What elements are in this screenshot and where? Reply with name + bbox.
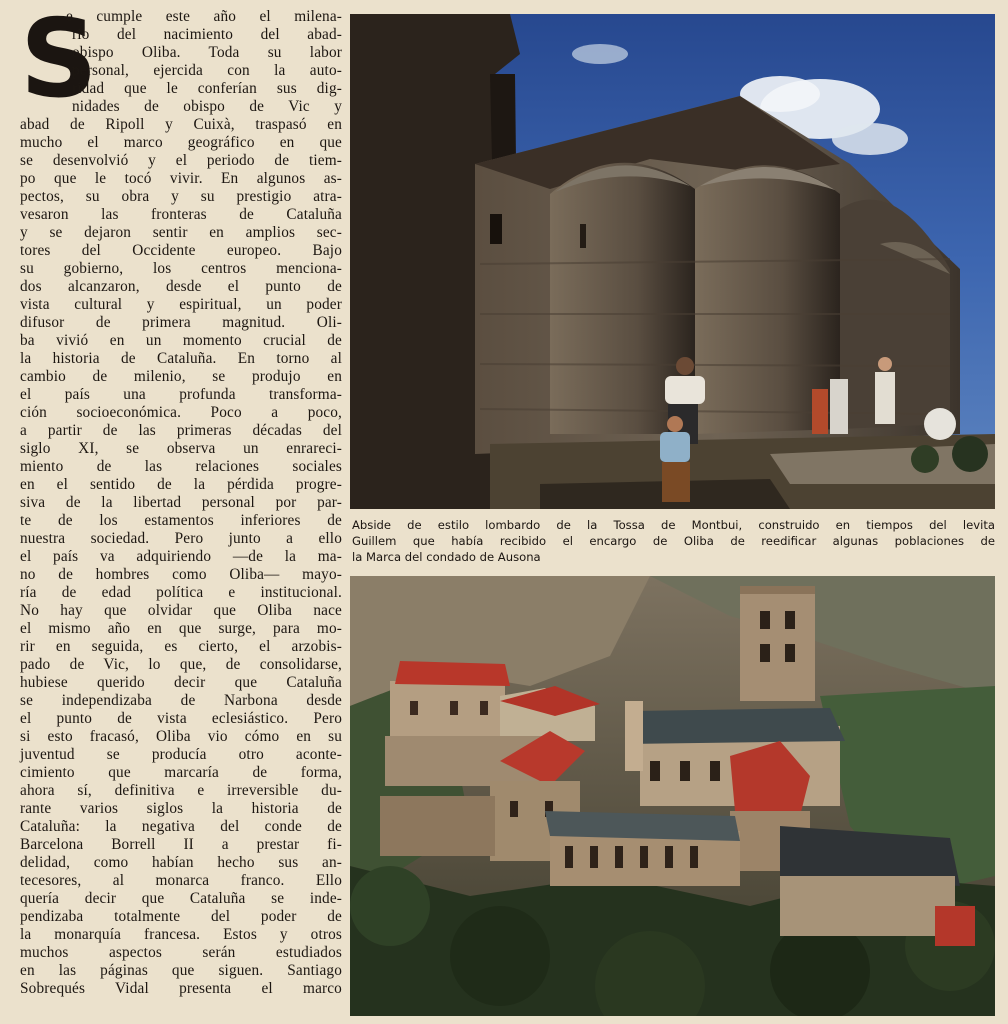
monastery-photo-image xyxy=(350,576,995,1016)
article-line: rante varios siglos la historia de xyxy=(20,800,342,817)
article-line: miento de las relaciones sociales xyxy=(20,458,342,475)
article-line: nuestra sociedad. Pero junto a ello xyxy=(20,530,342,547)
article-line: delidad, como habían hecho sus an- xyxy=(20,854,342,871)
article-line: su gobierno, los centros menciona- xyxy=(20,260,342,277)
article-line: rir en seguida, es cierto, el arzobis- xyxy=(20,638,342,655)
article-line: si esto fracasó, Oliba vio cómo en su xyxy=(20,728,342,745)
article-line: la monarquía francesa. Estos y otros xyxy=(20,926,342,943)
article-line: cambio de milenio, se produjo en xyxy=(20,368,342,385)
caption-line: Abside de estilo lombardo de la Tossa de Montbui, construido en tiempos del levita xyxy=(352,518,995,532)
article-line: pendizaba totalmente del poder de xyxy=(20,908,342,925)
article-line: cimiento que marcaría de forma, xyxy=(20,764,342,781)
photo-caption xyxy=(352,517,995,565)
caption-line: la Marca del condado de Ausona xyxy=(352,550,541,564)
apse-photo xyxy=(350,14,995,509)
article-line: en las páginas que siguen. Santiago xyxy=(20,962,342,979)
article-line: ahora sí, definitiva e irreversible du- xyxy=(20,782,342,799)
article-line: mucho el marco geográfico en que xyxy=(20,134,342,151)
article-line: quería decir que Cataluña se inde- xyxy=(20,890,342,907)
article-line: Barcelona Borrell II a prestar fi- xyxy=(20,836,342,853)
article-line: y se dejaron sentir en amplios sec- xyxy=(20,224,342,241)
article-line: el mismo año en que surge, para mo- xyxy=(20,620,342,637)
monastery-photo xyxy=(350,576,995,1016)
article-line: difusor de primera magnitud. Oli- xyxy=(20,314,342,331)
article-line: tores del Occidente europeo. Bajo xyxy=(20,242,342,259)
article-line: ción socioeconómica. Poco a poco, xyxy=(20,404,342,421)
article-line: ba vivió en un momento crucial de xyxy=(20,332,342,349)
article-line: el punto de vista eclesiástico. Pero xyxy=(20,710,342,727)
article-line: pectos, su obra y su prestigio atra- xyxy=(20,188,342,205)
article-line: hubiese querido decir que Cataluña xyxy=(20,674,342,691)
article-line: tecesores, al monarca franco. Ello xyxy=(20,872,342,889)
article-line: rio del nacimiento del abad- xyxy=(72,26,342,43)
article-line: no de hombres como Oliba— mayo- xyxy=(20,566,342,583)
article-line: el país va adquiriendo —de la ma- xyxy=(20,548,342,565)
article-line: el país una profunda transforma- xyxy=(20,386,342,403)
article-line: a partir de las primeras décadas del xyxy=(20,422,342,439)
article-line: Sobrequés Vidal presenta el marco xyxy=(20,980,342,997)
article-line: te de los estamentos inferiores de xyxy=(20,512,342,529)
article-line: obispo Oliba. Toda su labor xyxy=(72,44,342,61)
caption-line: Guillem que había recibido el encargo de Oliba de reedificar algunas poblaciones de xyxy=(352,534,995,548)
article-line: Cataluña: la negativa del conde de xyxy=(20,818,342,835)
article-line: personal, ejercida con la auto- xyxy=(72,62,342,79)
drop-cap: S xyxy=(20,0,98,122)
article-line: se desenvolvió y el periodo de tiem- xyxy=(20,152,342,169)
article-line: siglo XI, se observa un enrareci- xyxy=(20,440,342,457)
article-line: se independizaba de Narbona desde xyxy=(20,692,342,709)
article-line: pado de Vic, lo que, de consolidarse, xyxy=(20,656,342,673)
article-column xyxy=(20,0,342,1020)
article-line: No hay que olvidar que Oliba nace xyxy=(20,602,342,619)
article-line: nidades de obispo de Vic y xyxy=(72,98,342,115)
article-line: en el sentido de la pérdida progre- xyxy=(20,476,342,493)
article-line: ría de edad política e institucional. xyxy=(20,584,342,601)
article-line: po que le tocó vivir. En algunos as- xyxy=(20,170,342,187)
apse-photo-image xyxy=(350,14,995,509)
article-line: vesaron las fronteras de Cataluña xyxy=(20,206,342,223)
article-line: vista cultural y espiritual, un poder xyxy=(20,296,342,313)
article-line: e cumple este año el milena- xyxy=(66,8,342,25)
article-line: juventud se producía otro aconte- xyxy=(20,746,342,763)
article-line: la historia de Cataluña. En torno al xyxy=(20,350,342,367)
article-line: dos alcanzaron, desde el punto de xyxy=(20,278,342,295)
article-line: ridad que le conferían sus dig- xyxy=(72,80,342,97)
article-line: siva de la libertad personal por par- xyxy=(20,494,342,511)
article-line: abad de Ripoll y Cuixà, traspasó en xyxy=(20,116,342,133)
article-line: muchos aspectos serán estudiados xyxy=(20,944,342,961)
